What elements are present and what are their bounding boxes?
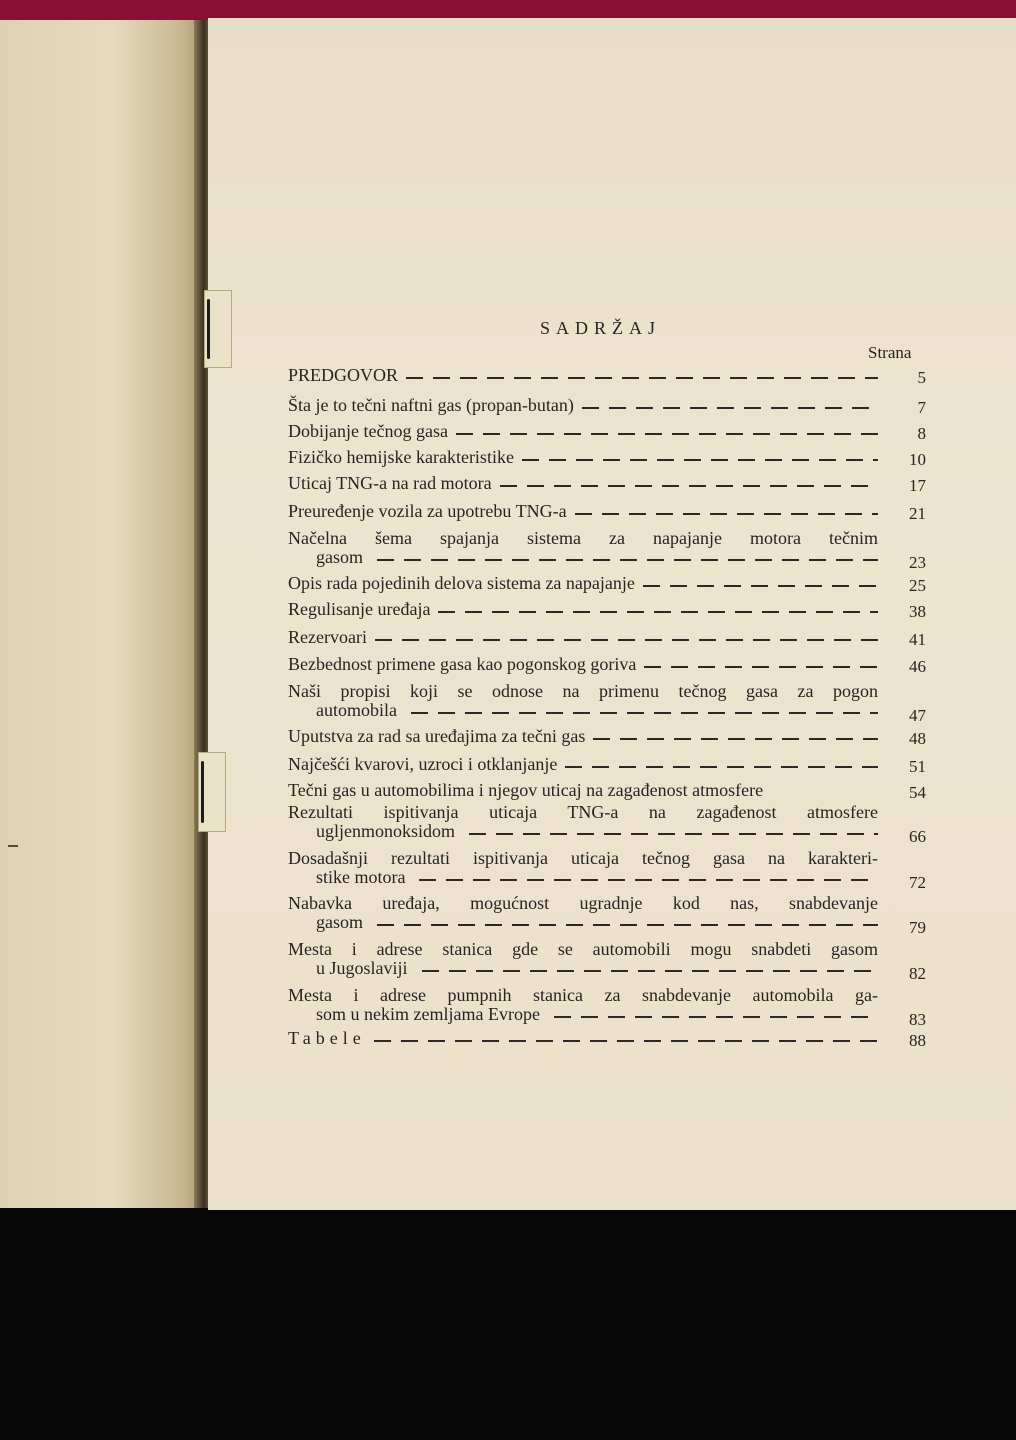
dot-leader <box>456 433 878 435</box>
toc-entry <box>288 474 878 493</box>
toc-entry <box>288 755 878 774</box>
toc-entry-title: Nabavka uređaja, mogućnost ugradnje kod nas, snabdevanje <box>288 893 878 913</box>
toc-entry <box>288 600 878 619</box>
toc-page-number: 48 <box>909 729 926 748</box>
toc-page-number: 88 <box>909 1031 926 1050</box>
toc-entry <box>288 574 878 593</box>
toc-entry-title: Opis rada pojedinih delova sistema za napajanje <box>288 573 635 593</box>
toc-entry-title: Uputstva za rad sa uređajima za tečni gas <box>288 726 586 746</box>
toc-entry-title: Mesta i adrese pumpnih stanica za snabdevanje automobila ga- <box>288 985 878 1005</box>
dot-leader <box>411 712 878 714</box>
toc-page-number: 10 <box>909 450 926 469</box>
toc-entry-continuation: som u nekim zemljama Evrope <box>316 1004 540 1024</box>
toc-entry <box>288 849 878 887</box>
toc-page-number: 83 <box>909 1010 926 1029</box>
toc-entry-continuation: u Jugoslaviji <box>316 958 408 978</box>
toc-entry-title: Preuređenje vozila za upotrebu TNG-a <box>288 501 567 521</box>
toc-entry <box>288 422 878 441</box>
toc-entry <box>288 682 878 720</box>
toc-page-number: 82 <box>909 964 926 983</box>
toc-entry <box>288 628 878 647</box>
dot-leader <box>377 559 878 561</box>
toc-entry-continuation: ugljenmonoksidom <box>316 821 455 841</box>
page-column-label: Strana <box>868 343 912 362</box>
dot-leader <box>469 833 878 835</box>
toc-entry-title: Rezervoari <box>288 627 367 647</box>
toc-entry-title: Šta je to tečni naftni gas (propan-butan) <box>288 395 574 415</box>
toc-page-number: 17 <box>909 476 926 495</box>
toc-entry <box>288 448 878 467</box>
toc-entry-title: Bezbednost primene gasa kao pogonskog goriva <box>288 654 637 674</box>
toc-entry <box>288 502 878 521</box>
dot-leader <box>575 513 878 515</box>
toc-page-number: 54 <box>909 783 926 802</box>
toc-entry <box>288 803 878 841</box>
toc-page-number: 41 <box>909 630 926 649</box>
toc-entry-continuation: gasom <box>316 912 363 932</box>
toc-entry <box>288 655 878 674</box>
dot-leader <box>582 407 878 409</box>
toc-entry <box>288 1029 878 1048</box>
dot-leader <box>643 585 878 587</box>
toc-entry-title: Mesta i adrese stanica gde se automobili mogu snabdeti gasom <box>288 939 878 959</box>
toc-entry <box>288 396 878 415</box>
toc-entry-continuation: gasom <box>316 547 363 567</box>
dot-leader <box>422 970 878 972</box>
toc-page-number: 25 <box>909 576 926 595</box>
toc-entry <box>288 986 878 1024</box>
toc-page-number: 51 <box>909 757 926 776</box>
toc-entry-title: Najčešći kvarovi, uzroci i otklanjanje <box>288 754 558 774</box>
toc-title: SADRŽAJ <box>540 318 662 338</box>
dot-leader <box>593 738 878 740</box>
toc-page-number: 47 <box>909 706 926 725</box>
dot-leader <box>500 485 878 487</box>
toc-entry <box>288 894 878 932</box>
toc-entry-title: PREDGOVOR <box>288 365 399 385</box>
toc-page-number: 79 <box>909 918 926 937</box>
toc-page-number: 66 <box>909 827 926 846</box>
toc-entry-title: Naši propisi koji se odnose na primenu tečnog gasa za pogon <box>288 681 878 701</box>
toc-entry <box>288 781 878 800</box>
dot-leader <box>419 879 878 881</box>
toc-entry-continuation: stike motora <box>316 867 406 887</box>
dot-leader <box>565 766 878 768</box>
toc-entry <box>288 727 878 746</box>
dot-leader <box>438 611 878 613</box>
toc-page-number: 21 <box>909 504 926 523</box>
toc-page-number: 7 <box>917 398 926 417</box>
toc-entry-title: Tečni gas u automobilima i njegov uticaj na zagađenost atmosfere <box>288 780 764 800</box>
toc-page-number: 23 <box>909 553 926 572</box>
dot-leader <box>406 377 878 379</box>
dot-leader <box>377 924 878 926</box>
toc-entry-title: Regulisanje uređaja <box>288 599 431 619</box>
toc-entry-title: Dobijanje tečnog gasa <box>288 421 448 441</box>
dot-leader <box>374 1040 878 1042</box>
toc-entry <box>288 366 878 385</box>
dot-leader <box>644 666 878 668</box>
dot-leader <box>554 1016 878 1018</box>
toc-entry-title: Fizičko hemijske karakteristike <box>288 447 514 467</box>
toc-page-number: 5 <box>917 368 926 387</box>
dot-leader <box>375 639 878 641</box>
toc-entry <box>288 529 878 567</box>
toc-entry-continuation: automobila <box>316 700 397 720</box>
toc-entry-title: Dosadašnji rezultati ispitivanja uticaja tečnog gasa na karakteri- <box>288 848 878 868</box>
toc-page-number: 72 <box>909 873 926 892</box>
toc-entry-title: Uticaj TNG-a na rad motora <box>288 473 492 493</box>
toc-entry-title: Rezultati ispitivanja uticaja TNG-a na zagađenost atmosfere <box>288 802 878 822</box>
toc-page-number: 38 <box>909 602 926 621</box>
dot-leader <box>522 459 878 461</box>
toc-entry-title: Načelna šema spajanja sistema za napajanje motora tečnim <box>288 528 878 548</box>
toc-page-number: 46 <box>909 657 926 676</box>
toc-entry-title: Tabele <box>288 1028 366 1048</box>
toc-entry <box>288 940 878 978</box>
toc-page-number: 8 <box>917 424 926 443</box>
